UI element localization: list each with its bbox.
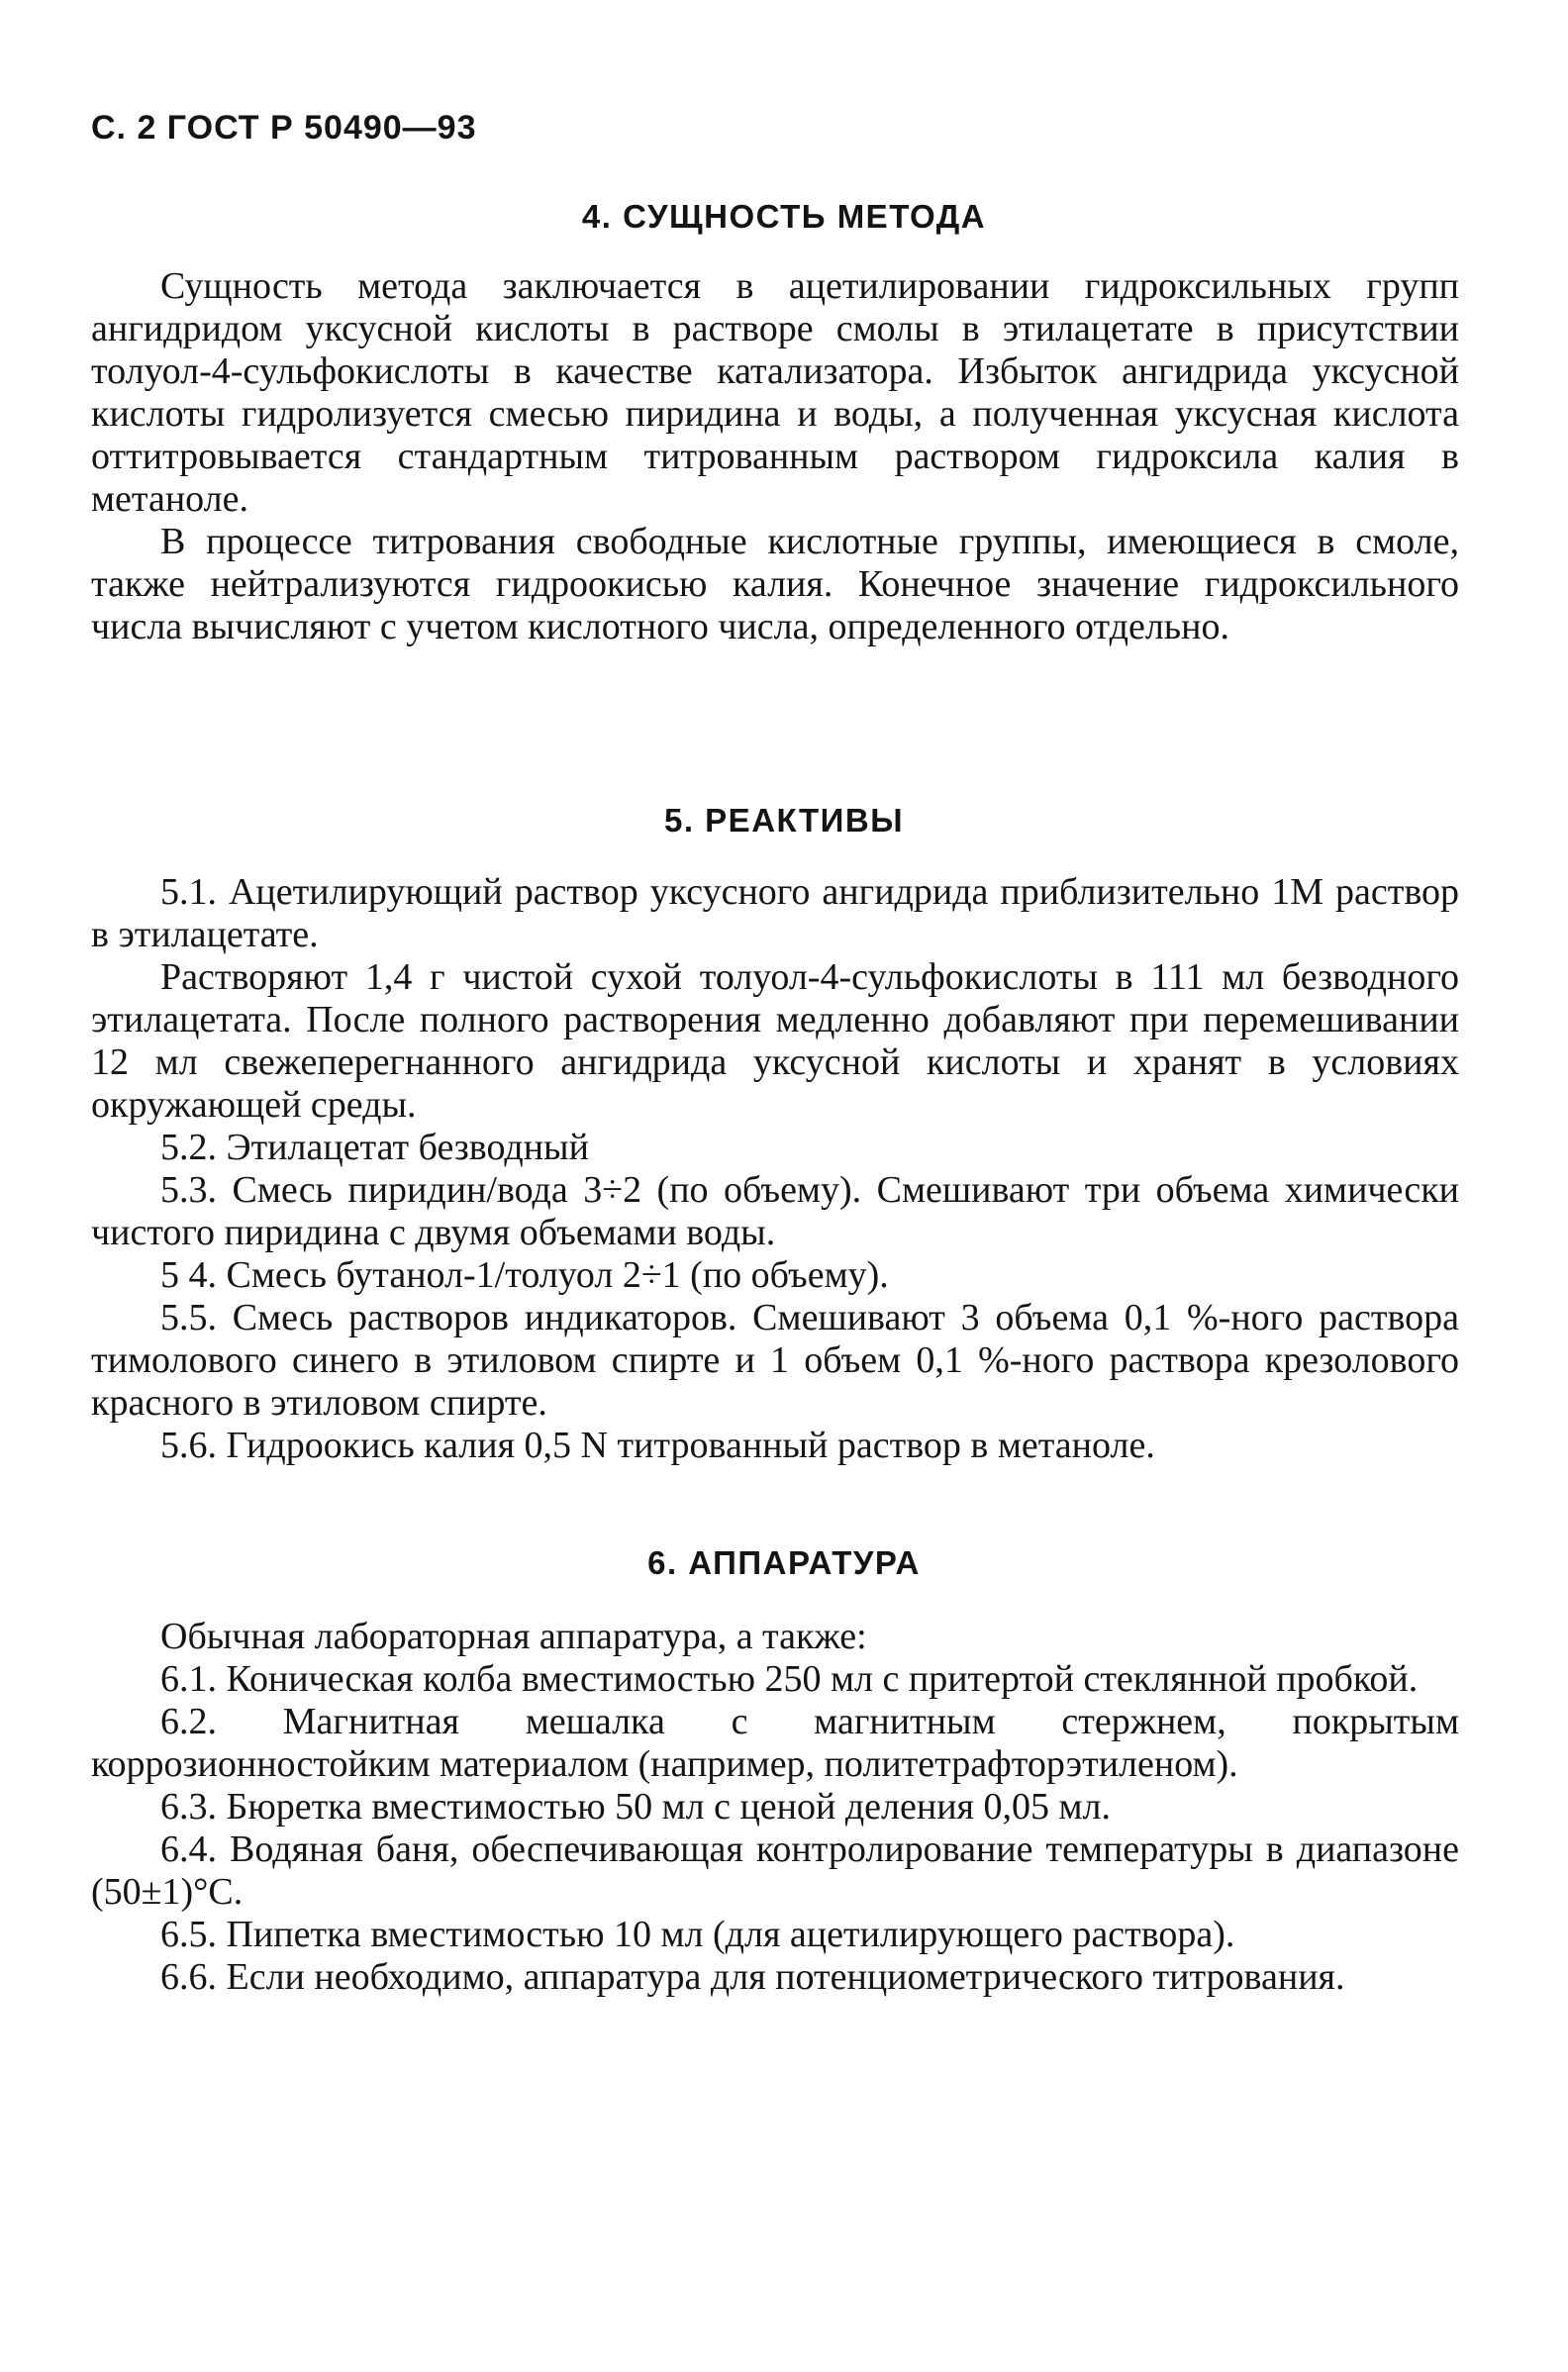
- paragraph: 6.1. Коническая колба вместимостью 250 мл с притертой стеклянной пробкой.: [160, 1658, 1419, 1700]
- paragraph: 5.2. Этилацетат безводный: [160, 1127, 589, 1168]
- paragraph: 6.6. Если необходимо, аппаратура для потенциометрического титрования.: [160, 1956, 1345, 1998]
- paragraph: 5.5. Смесь растворов индикаторов. Смешивают 3 объема 0,1 %-ного раствора тимолового синего в этиловом спирте и 1 объем 0,1 %-ного раствора крезолового красного в этиловом спирте.: [91, 1297, 1459, 1424]
- paragraph: 5.3. Смесь пиридин/вода 3÷2 (по объему). Смешивают три объема химически чистого пиридина с двумя объемами воды.: [91, 1169, 1459, 1253]
- section-heading-6: 6. АППАРАТУРА: [647, 1544, 921, 1581]
- section-body-5: [91, 871, 1459, 1467]
- paragraph: В процессе титрования свободные кислотные группы, имеющиеся в смоле, также нейтрализуются гидроокисью калия. Конечное значение гидроксильного числа вычисляют с учетом кислотного числа, определенного отдельно.: [91, 521, 1459, 647]
- paragraph: 5 4. Смесь бутанол-1/толуол 2÷1 (по объему).: [160, 1254, 889, 1296]
- section-body-6: [91, 1616, 1459, 1999]
- paragraph: 6.5. Пипетка вместимостью 10 мл (для ацетилирующего раствора).: [160, 1914, 1235, 1955]
- running-head: С. 2 ГОСТ Р 50490—93: [91, 109, 477, 147]
- section-body-4: [91, 265, 1459, 648]
- paragraph: 6.3. Бюретка вместимостью 50 мл с ценой деления 0,05 мл.: [160, 1786, 1112, 1828]
- paragraph: 5.1. Ацетилирующий раствор уксусного ангидрида приблизительно 1М раствор в этилацетате.: [91, 871, 1459, 955]
- paragraph: Растворяют 1,4 г чистой сухой толуол-4-сульфокислоты в 111 мл безводного этилацетата. После полного растворения медленно добавляют при перемешивании 12 мл свежеперегнанного ангидрида уксусной кислоты и хранят в условиях окружающей среды.: [91, 956, 1459, 1126]
- paragraph: 6.4. Водяная баня, обеспечивающая контролирование температуры в диапазоне (50±1)°C.: [91, 1828, 1459, 1913]
- section-heading-5: 5. РЕАКТИВЫ: [663, 802, 905, 839]
- paragraph: 6.2. Магнитная мешалка с магнитным стержнем, покрытым коррозионностойким материалом (например, политетрафторэтиленом).: [91, 1701, 1459, 1785]
- section-heading-4: 4. СУЩНОСТЬ МЕТОДА: [581, 198, 987, 235]
- paragraph: Обычная лабораторная аппаратура, а также:: [160, 1616, 867, 1657]
- paragraph: 5.6. Гидроокись калия 0,5 N титрованный раствор в метаноле.: [160, 1425, 1155, 1466]
- paragraph: Сущность метода заключается в ацетилировании гидроксильных групп ангидридом уксусной кислоты в растворе смолы в этилацетате в присутствии толуол-4-сульфокислоты в качестве катализатора. Избыток ангидрида уксусной кислоты гидролизуется смесью пиридина и воды, а полученная уксусная кислота оттитровывается стандартным титрованным раствором гидроксила калия в метаноле.: [91, 265, 1459, 520]
